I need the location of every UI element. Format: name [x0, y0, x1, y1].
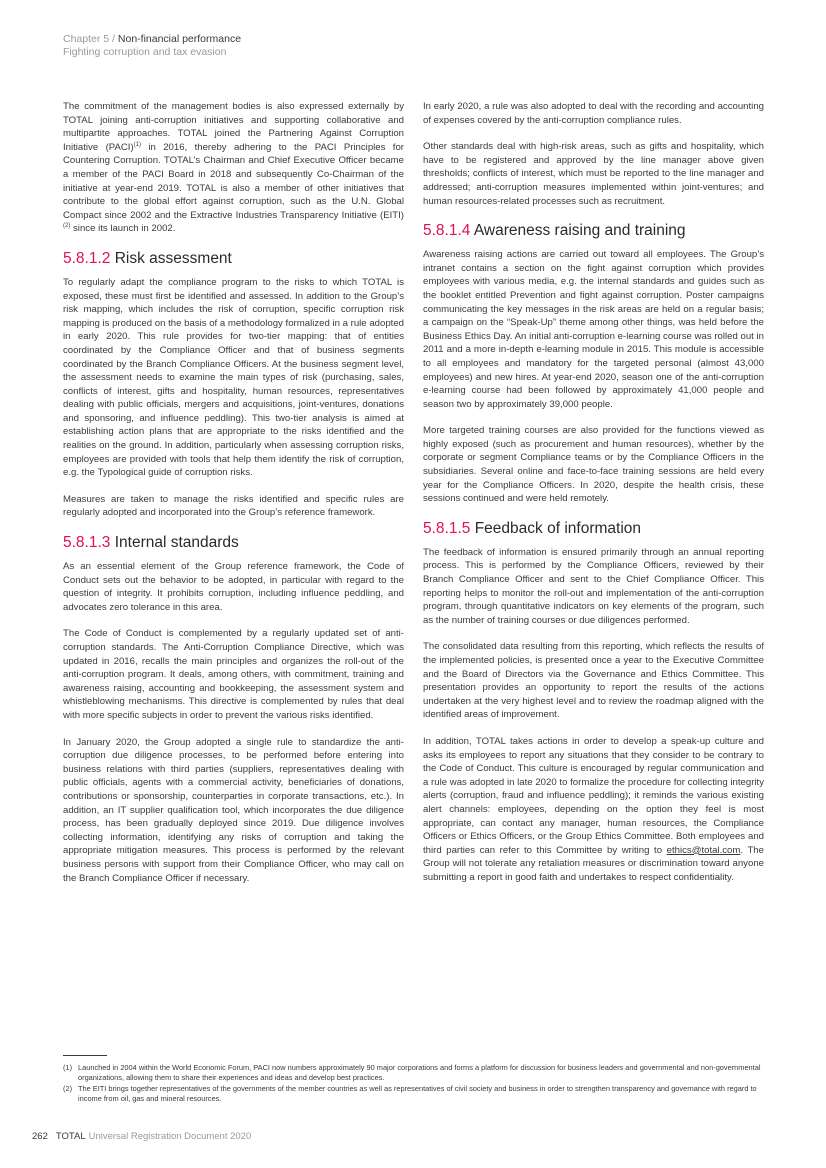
section-number: 5.8.1.4	[423, 222, 471, 240]
footnote-marker: (1)	[63, 1063, 73, 1072]
page-footer	[32, 1131, 251, 1143]
paragraph-awareness-1: Awareness raising actions are carried out toward all employees. The Group’s intranet contains a section on the fight against corruption which provides employees with various media, e.g. the internal standards and guides such as the booklet entitled Prevention and fight against corruption. Poster campaigns communicating the key messages in the risk areas are held on a regular basis; a campaign on the “Speak-Up” theme among other things, was held before the Business Ethics Day. An initial anti-corruption e-learning course was rolled out in 2011 and a more in-depth e-learning module in 2015. This module is accessible to all employees and mandatory for the targeted personal (almost 43,000 employees) and new hires. At year-end 2020, season one of the anti-corruption e-learning course had been followed by approximately 41,000 people and season two by approximately 39,000 people.	[423, 249, 764, 410]
right-column	[423, 100, 764, 898]
paragraph-risk-1: To regularly adapt the compliance program to the risks to which TOTAL is exposed, these must first be identified and assessed. In addition to the Group’s risk mapping, which includes the risk of corruption, specific corruption risk mapping is produced on the basis of a methodology formalized in a rule adopted in early 2020. This rule provides for two-tier mapping: that of entities coordinated by the Compliance Officer and that of business segments coordinated by the Branch Compliance Officers. At the business segment level, the assessment needs to examine the main types of risk (purchasing, sales, conflicts of interest, gifts and hospitality, human resources, representatives dealing with public officials, mergers and acquisitions, joint-ventures, donations and sponsoring, and influence peddling). This two-tier analysis is aimed at establishing action plans that are appropriate to the risks identified and the realities on the ground. In addition, particularly when assessing corruption risks, employees are provided with tools that help them identify the risk of corruption, e.g. the Typological guide of corruption risks.	[63, 276, 404, 479]
paragraph-other-standards: Other standards deal with high-risk areas, such as gifts and hospitality, which have to be registered and approved by the line manager above given thresholds; conflicts of interest, which must be reported to the line manager and addressed; anti-corruption measures implemented within joint-ventures; and human resources-related processes such as recruitment.	[423, 141, 764, 207]
section-number: 5.8.1.2	[63, 249, 111, 267]
paragraph-feedback-1: The feedback of information is ensured primarily through an annual reporting process. This is performed by the Compliance Officers, reviewed by their Branch Compliance Officer and sent to the Chief Compliance Officer. This reporting helps to monitor the roll-out and implementation of the anti-corruption program, through quantitative indicators on key elements of the program, such as the number of training courses or due diligences performed.	[423, 546, 764, 626]
section-heading-text: Feedback of information	[474, 519, 642, 537]
heading-awareness-training	[423, 221, 764, 241]
text-run: in 2016, thereby adhering to the PACI Principles for Countering Corruption. TOTAL’s Chairman and Chief Executive Officer became a member of the PACI Board in 2018 and subsequently Co-Chairman of the initiative at year-end 2019. TOTAL is also a member of other initiatives that contribute to the global effort against corruption, such as the U.N. Global Compact since 2002 and the Extractive Industries Transparency Initiative (EITI)	[63, 141, 404, 221]
paragraph-awareness-2: More targeted training courses are also provided for the functions viewed as highly exposed (such as procurement and human resources), whether by the corporate or segment Compliance teams or by the Compliance Officers in the subsidiaries. Several online and face-to-face training sessions are held every year for the Compliance Officers. In 2020, despite the health crisis, these sessions continued and were held remotely.	[423, 425, 764, 505]
section-heading-text: Awareness raising and training	[473, 222, 686, 240]
heading-feedback	[423, 519, 764, 539]
section-heading-text: Internal standards	[114, 534, 239, 552]
section-heading-text: Risk assessment	[114, 249, 232, 267]
section-title: Fighting corruption and tax evasion	[63, 46, 227, 58]
text-run: . The Group will not tolerate any retaliation measures or discrimination toward anyone submitting a report in good faith and undertakes to respect confidentiality.	[423, 844, 764, 883]
footnote-1	[63, 1063, 766, 1083]
page-number: 262	[32, 1131, 48, 1142]
paragraph-commitment	[63, 100, 404, 236]
footnote-marker: (2)	[63, 1084, 73, 1093]
paragraph-risk-2: Measures are taken to manage the risks identified and specific rules are regularly adopted and incorporated into the Group’s reference framework.	[63, 493, 404, 519]
paragraph-feedback-2: The consolidated data resulting from this reporting, which reflects the results of the implemented policies, is presented once a year to the Executive Committee and the Board of Directors via the Governance and Ethics Committee. This presentation provides an opportunity to report the results of the actions undertaken at the very highest level and to review the roadmap aligned with the identified areas of improvement.	[423, 641, 764, 721]
heading-risk-assessment	[63, 249, 404, 269]
chapter-title: Non-financial performance	[117, 33, 242, 45]
footnote-text: The EITI brings together representatives of the governments of the member countries as well as representatives of civil society and business in order to strengthen transparency and governance with regard to income from oil, gas and mineral resources.	[78, 1084, 757, 1103]
left-column	[63, 100, 404, 898]
running-header	[63, 33, 241, 59]
chapter-number: Chapter 5	[63, 33, 110, 45]
footnote-divider	[63, 1055, 107, 1056]
paragraph-expenses-rule: In early 2020, a rule was also adopted to deal with the recording and accounting of expenses covered by the anti-corruption compliance rules.	[423, 101, 764, 126]
paragraph-standards-1: As an essential element of the Group reference framework, the Code of Conduct sets out the behavior to be adopted, in particular with regard to the question of integrity. It prohibits corruption, including influence peddling, and advocates zero tolerance in this area.	[63, 561, 404, 613]
chapter-separator: /	[109, 33, 118, 45]
footnote-text: Launched in 2004 within the World Economic Forum, PACI now numbers approximately 90 major corporations and forms a platform for discussion for business leaders and governmental and non-governmental organizations, allowing them to share their experiences and ideas and develop best practices.	[78, 1063, 761, 1082]
text-run: The commitment of the management bodies is also expressed externally by TOTAL joining anti-corruption initiatives and supporting collaborative and multipartite approaches. TOTAL joined the Partnering Against Corruption Initiative (PACI)	[63, 101, 404, 153]
text-run: since its launch in 2002.	[70, 223, 176, 235]
document-title: Universal Registration Document 2020	[88, 1131, 252, 1142]
footnote-ref-1[interactable]: (1)	[133, 141, 141, 148]
text-run: In addition, TOTAL takes actions in order to develop a speak-up culture and asks its employees to report any situations that they consider to be contrary to the Code of Conduct. This culture is encouraged by regular communication and a rule was adopted in late 2020 to formalize the procedure for collecting integrity alerts (corruption, fraud and influence peddling); it reminds the various existing alert channels: employees, depending on the option they feel is most appropriate, can contact any manager, human resources, the Compliance Officers or Ethics Officers, or the Group Ethics Committee. Both employees and third parties can refer to this Committee by writing to	[423, 735, 764, 856]
paragraph-standards-2: The Code of Conduct is complemented by a regularly updated set of anti-corruption standards. The Anti-Corruption Compliance Directive, which was updated in 2016, recalls the main principles and organizes the roll-out of the anti-corruption program. It deals, among others, with commitment, training and awareness raising, accounting and bookkeeping, the assessment system and whistleblowing mechanisms. This directive is complemented by rules that deal with more specific subjects in order to prevent the various risks identified.	[63, 628, 404, 721]
chapter-line	[63, 33, 241, 46]
paragraph-standards-3: In January 2020, the Group adopted a single rule to standardize the anti-corruption due diligence processes, to be performed before entering into business relations with third parties (suppliers, representatives dealing with public officials, agents with a commercial activity, beneficiaries of donations, contributions or sponsorship, counterparties in corporate transactions, etc.). In addition, an IT supplier qualification tool, which incorporates the due diligence process, has been gradually deployed since 2019. Due diligence involves collecting information, identifying any risks of corruption and taking the appropriate mitigation measures. This process is performed by the relevant business persons with support from their Compliance Officer, who may call on the Branch Compliance Officer if necessary.	[63, 736, 404, 884]
footnote-ref-2[interactable]: (2)	[63, 223, 71, 230]
footnote-2	[63, 1084, 766, 1104]
section-number: 5.8.1.3	[63, 534, 111, 552]
section-number: 5.8.1.5	[423, 519, 471, 537]
heading-internal-standards	[63, 533, 404, 553]
paragraph-feedback-3	[423, 735, 764, 885]
footnotes	[63, 1055, 766, 1105]
ethics-email-link[interactable]: ethics@total.com	[666, 844, 741, 856]
brand-name: TOTAL	[55, 1131, 86, 1142]
